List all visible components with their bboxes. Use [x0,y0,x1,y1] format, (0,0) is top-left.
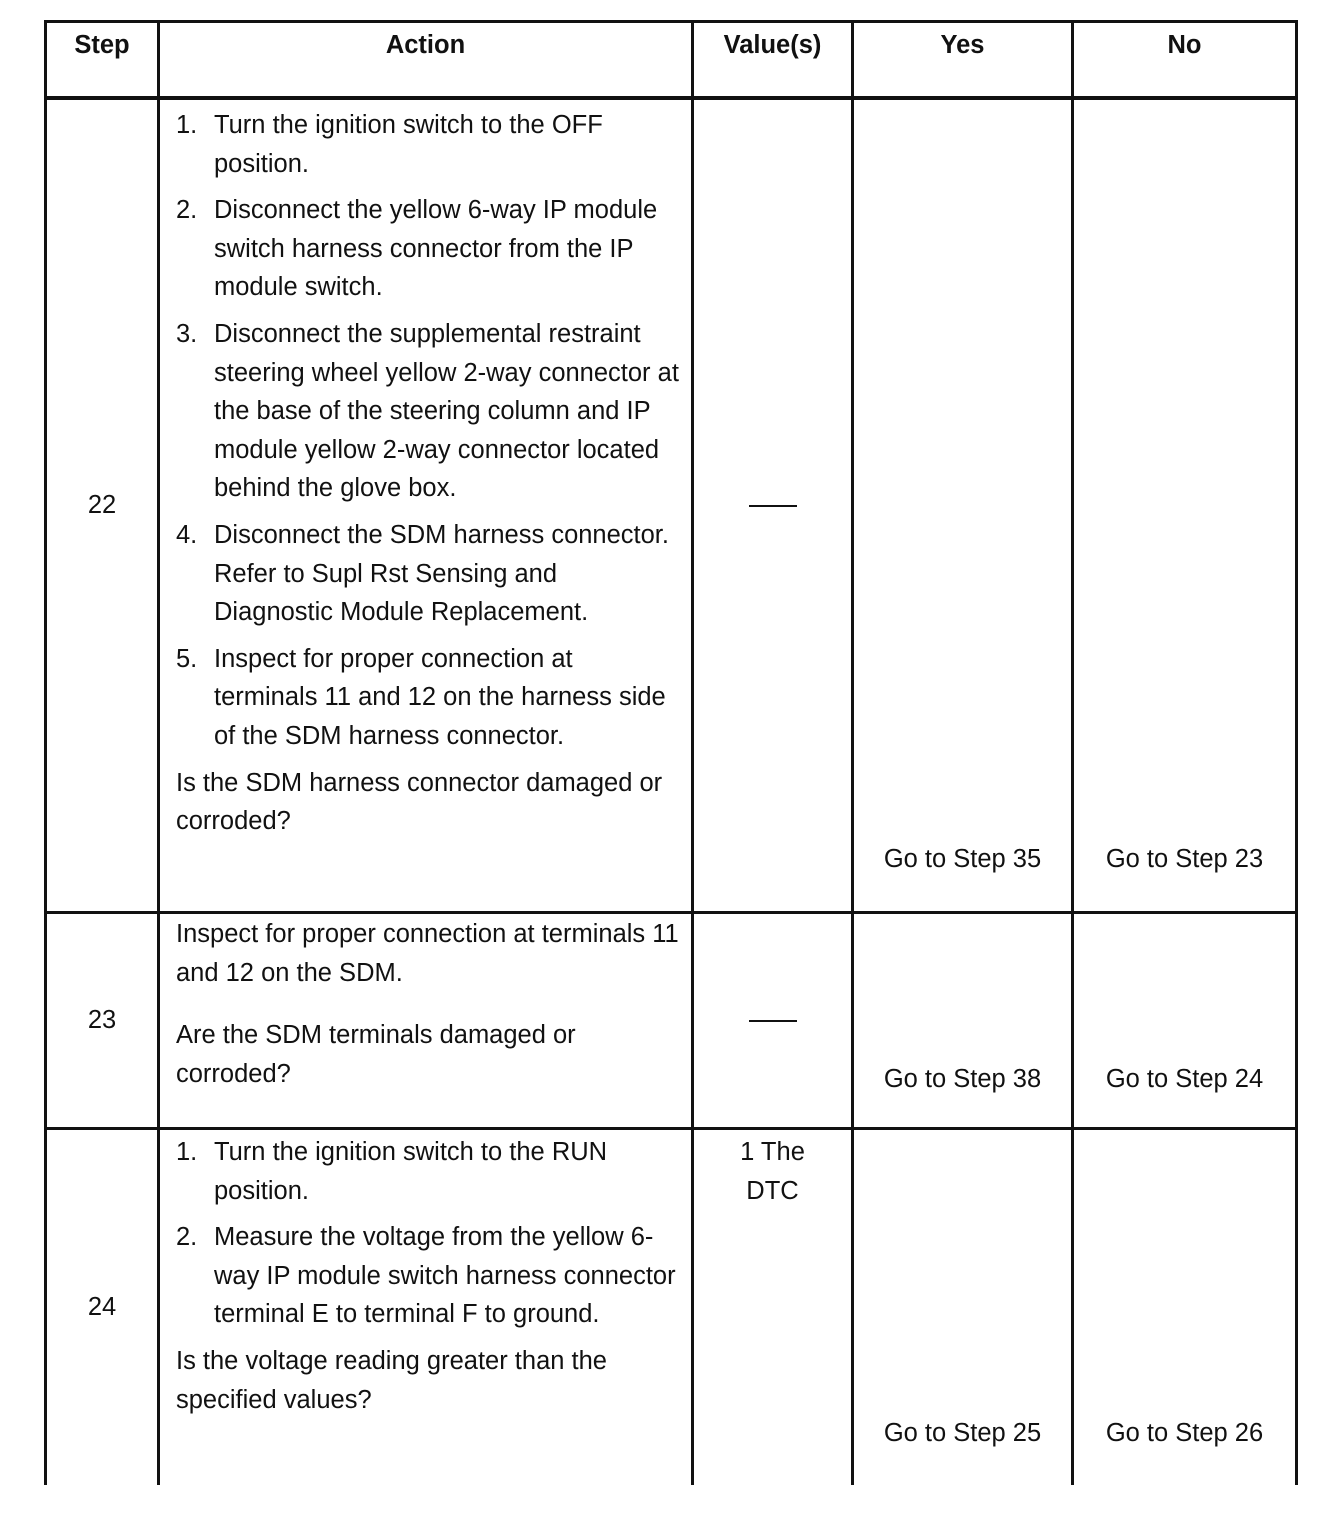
step-number [47,914,160,1127]
action-step-text: Disconnect the SDM harness connector. Refer to Supl Rst Sensing and Diagnostic Module Replacement. [214,520,669,627]
yes-link: Go to Step 35 [883,845,1042,874]
no-cell [1074,914,1295,1127]
yes-cell [854,100,1074,911]
action-question: Is the SDM harness connector damaged or corroded? [176,768,663,836]
action-step-number: 3. [176,319,198,348]
header-action: Action [160,23,694,96]
table-header-row [47,23,1295,100]
step-number-text: 24 [87,1293,117,1322]
no-cell [1074,100,1295,911]
action-step-number: 1. [176,1138,198,1166]
table-row-step-24 [47,1130,1295,1485]
table-row-step-22 [47,100,1295,914]
no-link: Go to Step 26 [1105,1419,1264,1448]
step-number-text: 23 [87,1006,117,1035]
table-row-step-23 [47,914,1295,1130]
step-number [47,100,160,911]
no-link: Go to Step 24 [1105,1065,1264,1094]
yes-link: Go to Step 25 [883,1419,1042,1448]
action-step-number: 4. [176,520,198,549]
action-cell [160,914,694,1127]
action-step [176,1133,681,1210]
action-question: Are the SDM terminals damaged or corroded? [176,1021,576,1088]
action-step-text: Turn the ignition switch to the RUN position. [214,1138,608,1205]
value-text-line: DTC [746,1176,799,1205]
step-number [47,1130,160,1485]
action-step-text: Disconnect the yellow 6-way IP module switch harness connector from the IP module switch. [214,196,658,302]
header-step: Step [47,23,160,96]
action-step-number: 2. [176,1223,198,1252]
value-dash [749,1020,797,1022]
step-number-text: 22 [87,491,117,520]
action-step-number: 1. [176,111,198,139]
value-cell [694,914,854,1127]
action-step [176,1218,681,1334]
action-step-number: 2. [176,196,198,225]
value-cell [694,1130,854,1485]
action-step-text: Measure the voltage from the yellow 6-way IP module switch harness connector terminal E to terminal F to ground. [214,1223,676,1329]
action-instruction: Inspect for proper connection at terminals 11 and 12 on the SDM. [176,920,679,987]
yes-cell [854,914,1074,1127]
no-cell [1074,1130,1295,1485]
action-step [176,516,681,632]
diagnostic-table [44,20,1298,1485]
action-step [176,106,681,183]
action-step-text: Inspect for proper connection at terminals 11 and 12 on the harness side of the SDM harness connector. [214,644,666,750]
value-text-line: 1 The [740,1138,805,1166]
value-cell [694,100,854,911]
action-step [176,640,681,756]
header-no: No [1167,31,1202,59]
action-step-text: Disconnect the supplemental restraint steering wheel yellow 2-way connector at the base of the steering column and IP module yellow 2-way connector located behind the glove box. [214,319,679,503]
action-cell [160,100,694,911]
action-question: Is the voltage reading greater than the specified values? [176,1346,607,1414]
header-values: Value(s) [694,23,854,96]
action-step-number: 5. [176,644,198,673]
yes-cell [854,1130,1074,1485]
yes-link: Go to Step 38 [883,1065,1042,1094]
action-cell [160,1130,694,1485]
action-step-text: Turn the ignition switch to the OFF position. [214,111,603,178]
value-dash [749,505,797,507]
header-yes: Yes [854,23,1074,96]
no-link: Go to Step 23 [1105,845,1264,874]
action-step [176,191,681,307]
action-step [176,315,681,508]
